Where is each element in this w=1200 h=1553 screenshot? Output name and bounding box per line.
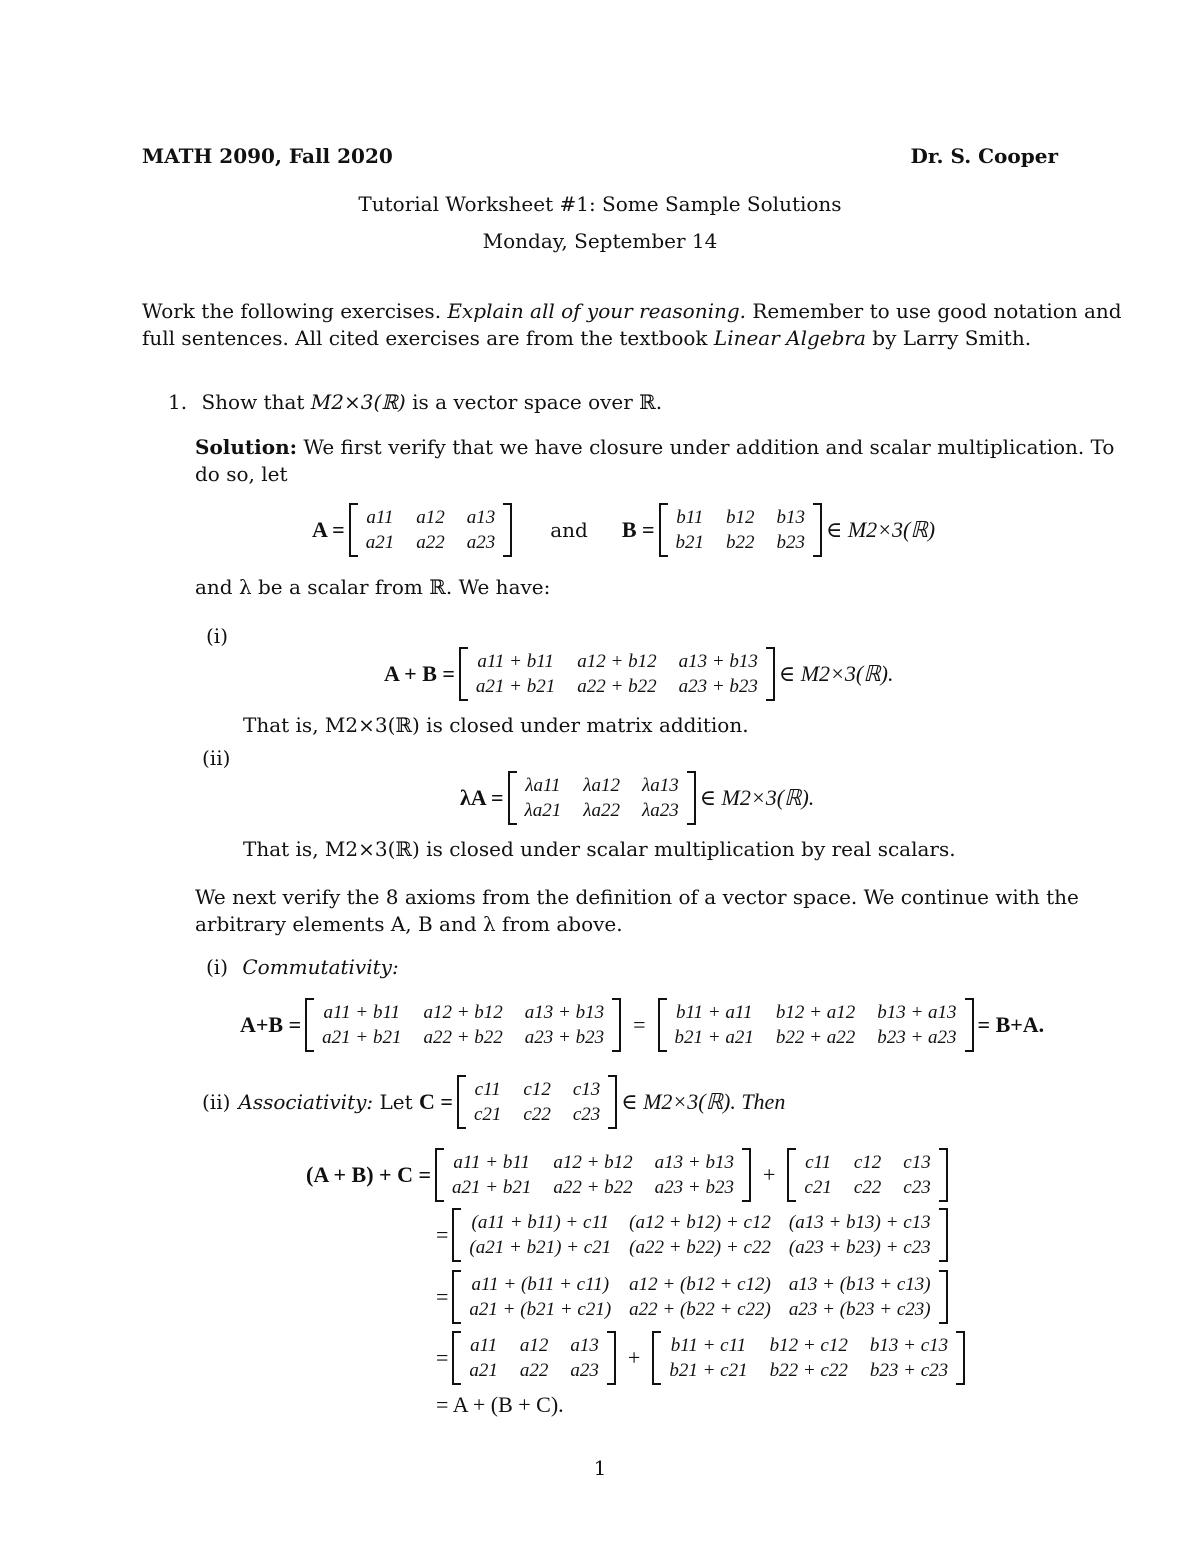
label-BA-comm: = B+A.: [977, 1012, 1045, 1037]
cell: c11: [474, 1079, 501, 1100]
label-AB-comm: A+B =: [240, 1012, 302, 1037]
matrix-B: [659, 503, 823, 557]
cell: c23: [903, 1177, 931, 1198]
cell: a11: [366, 507, 394, 528]
label-A-eq: A =: [312, 517, 345, 542]
cell: c23: [572, 1104, 601, 1125]
matrix-A-plus-B: [459, 647, 775, 701]
cell: a22 + b22: [423, 1027, 503, 1048]
course-title: MATH 2090, Fall 2020: [142, 144, 393, 168]
intro-text-2-rest: by Larry Smith.: [865, 326, 1032, 350]
assoc-line-2: [436, 1208, 952, 1262]
matrix-cells: [468, 647, 766, 701]
cell: c22: [523, 1104, 551, 1125]
cell: c21: [473, 1104, 502, 1125]
closure-i-text: That is, M2×3(ℝ) is closed under matrix addition.: [243, 713, 749, 737]
intro-text: Work the following exercises.: [142, 299, 448, 323]
let-word: Let: [373, 1090, 420, 1114]
cell: a21 + b21: [452, 1177, 532, 1198]
worksheet-date: Monday, September 14: [482, 229, 718, 253]
problem-text-rest: is a vector space over ℝ.: [405, 390, 663, 414]
intro-text-rest: Remember to use good notation and: [746, 299, 1122, 323]
cell: c12: [853, 1152, 882, 1173]
solution-line-2: do so, let: [195, 462, 288, 486]
cell: c11: [805, 1152, 832, 1173]
cell: b22 + c22: [769, 1360, 848, 1381]
cell: c21: [804, 1177, 832, 1198]
cell: a22 + b22: [553, 1177, 633, 1198]
membership-then: ∈ M2×3(ℝ). Then: [621, 1089, 786, 1114]
textbook-title: Linear Algebra: [713, 326, 866, 350]
cell: a21 + (b21 + c21): [469, 1299, 612, 1320]
cell: a22 + (b22 + c22): [629, 1299, 771, 1320]
cell: (a12 + b12) + c12: [629, 1212, 771, 1233]
cell: (a11 + b11) + c11: [471, 1212, 610, 1233]
cell: c13: [903, 1152, 931, 1173]
lambda-line: and λ be a scalar from ℝ. We have:: [195, 575, 551, 599]
cell: b11 + c11: [670, 1335, 747, 1356]
cell: a23 + (b23 + c23): [788, 1299, 931, 1320]
matrix-ApBC: [452, 1270, 947, 1324]
matrix-cells: [314, 998, 612, 1052]
cell: b21 + a21: [674, 1027, 754, 1048]
intro-emphasis: Explain all of your reasoning.: [447, 299, 747, 323]
cell: a12 + b12: [423, 1002, 503, 1023]
axiom-number: (i): [206, 955, 229, 979]
matrix-B-cells: [668, 503, 814, 557]
cell: a21: [469, 1360, 498, 1381]
closure-addition: [384, 647, 893, 701]
cell: a23: [466, 532, 496, 553]
assoc-final: [436, 1392, 564, 1418]
axiom-name: Associativity:: [238, 1090, 374, 1114]
cell: (a21 + b21) + c21: [469, 1237, 612, 1258]
cell: a23 + b23: [678, 676, 758, 697]
page-number: 1: [593, 1456, 607, 1480]
solution-label: Solution:: [195, 435, 298, 459]
cell: a23 + b23: [524, 1027, 605, 1048]
cell: a23: [570, 1360, 599, 1381]
cell: b22 + a22: [775, 1027, 856, 1048]
label-lambdaA-eq: λA =: [460, 785, 504, 810]
matrix-cells: [466, 1075, 608, 1129]
associativity-heading: [202, 1075, 785, 1129]
matrix-cells: [444, 1148, 742, 1202]
cell: b23 + a23: [877, 1027, 957, 1048]
cell: c22: [853, 1177, 882, 1198]
equals-sign: =: [436, 1345, 449, 1370]
label-B-eq: B =: [621, 517, 655, 542]
cell: a22: [416, 532, 445, 553]
axiom-name: Commutativity:: [242, 955, 399, 979]
membership: ∈ M2×3(ℝ): [826, 517, 936, 542]
matrix-A: [452, 1331, 616, 1385]
cell: a21 + b21: [322, 1027, 402, 1048]
cell: a11: [470, 1335, 498, 1356]
cell: a13 + (b13 + c13): [788, 1274, 931, 1295]
intro-text-2: full sentences. All cited exercises are from the textbook: [142, 326, 714, 350]
cell: b23 + c23: [869, 1360, 949, 1381]
cell: λa23: [642, 800, 679, 821]
commutativity-equation: [240, 998, 1044, 1052]
cell: a12: [519, 1335, 549, 1356]
matrix-A-plus-B: [305, 998, 621, 1052]
final-equation: = A + (B + C).: [436, 1392, 564, 1417]
worksheet-title: Tutorial Worksheet #1: Some Sample Solutions: [358, 192, 842, 216]
closure-ii-label: (ii): [202, 746, 231, 770]
matrix-A-cells: [358, 503, 504, 557]
cell: λa11: [525, 775, 561, 796]
matrix-A: [349, 503, 513, 557]
cell: a11 + b11: [477, 651, 554, 672]
axioms-line-2: arbitrary elements A, B and λ from above.: [195, 912, 623, 936]
cell: b23: [776, 532, 806, 553]
closure-ii-text: That is, M2×3(ℝ) is closed under scalar multiplication by real scalars.: [243, 837, 956, 861]
matrix-C: [457, 1075, 617, 1129]
cell: λa22: [583, 800, 620, 821]
cell: (a13 + b13) + c13: [788, 1212, 931, 1233]
matrix-ABpC: [452, 1208, 947, 1262]
assoc-line-3: [436, 1270, 952, 1324]
axioms-line-1: We next verify the 8 axioms from the definition of a vector space. We continue with the: [195, 885, 1079, 909]
cell: c13: [572, 1079, 601, 1100]
cell: b22: [726, 532, 755, 553]
cell: a13 + b13: [654, 1152, 734, 1173]
matrix-A-plus-B: [435, 1148, 751, 1202]
cell: a11 + b11: [453, 1152, 530, 1173]
membership: ∈ M2×3(ℝ).: [699, 785, 815, 810]
cell: a11 + b11: [323, 1002, 401, 1023]
closure-scalar: [460, 771, 814, 825]
cell: b12: [726, 507, 755, 528]
cell: b13: [776, 507, 806, 528]
cell: a12 + (b12 + c12): [629, 1274, 771, 1295]
plus-sign: +: [627, 1345, 641, 1370]
matrix-cells: [517, 771, 687, 825]
cell: a12: [416, 507, 445, 528]
cell: λa13: [642, 775, 679, 796]
cell: a21 + b21: [475, 676, 556, 697]
plus-sign: +: [762, 1162, 776, 1187]
intro-line-1: [142, 297, 1122, 325]
cell: b13 + a13: [877, 1002, 957, 1023]
cell: (a22 + b22) + c22: [629, 1237, 771, 1258]
definition-A-B: [312, 503, 935, 557]
assoc-line-4: [436, 1331, 969, 1385]
cell: b21 + c21: [669, 1360, 748, 1381]
cell: a13 + b13: [678, 651, 758, 672]
cell: b13 + c13: [869, 1335, 949, 1356]
matrix-C: [787, 1148, 947, 1202]
cell: a23 + b23: [654, 1177, 734, 1198]
cell: λa21: [524, 800, 562, 821]
cell: a13 + b13: [524, 1002, 605, 1023]
membership: ∈ M2×3(ℝ).: [778, 661, 894, 686]
and-word: and: [550, 518, 588, 542]
matrix-lambda-A: [508, 771, 696, 825]
matrix-cells: [461, 1331, 607, 1385]
matrix-cells: [667, 998, 965, 1052]
matrix-B-plus-A: [658, 998, 974, 1052]
equals-sign: =: [436, 1222, 449, 1247]
closure-i-label: (i): [206, 624, 229, 648]
cell: c12: [523, 1079, 551, 1100]
matrix-cells: [661, 1331, 956, 1385]
label-AplusB-eq: A + B =: [384, 661, 455, 686]
equals-sign: =: [436, 1284, 449, 1309]
solution-line-1: [195, 433, 1114, 461]
cell: a21: [365, 532, 395, 553]
cell: a13: [570, 1335, 599, 1356]
axiom-number: (ii): [202, 1090, 231, 1114]
intro-line-2: [142, 324, 1031, 352]
cell: b21: [675, 532, 705, 553]
cell: b12 + c12: [769, 1335, 848, 1356]
label-C-eq: C =: [419, 1089, 453, 1114]
equals-sign: =: [633, 1012, 646, 1037]
cell: a12 + b12: [553, 1152, 633, 1173]
matrix-cells: [461, 1208, 938, 1262]
cell: a22: [519, 1360, 549, 1381]
cell: a22 + b22: [577, 676, 657, 697]
cell: a11 + (b11 + c11): [471, 1274, 610, 1295]
cell: λa12: [583, 775, 620, 796]
assoc-line-1: [306, 1148, 952, 1202]
cell: (a23 + b23) + c23: [788, 1237, 931, 1258]
cell: b12 + a12: [775, 1002, 856, 1023]
matrix-B-plus-C: [652, 1331, 965, 1385]
commutativity-heading: [206, 955, 399, 979]
problem-text: Show that: [201, 390, 311, 414]
instructor-name: Dr. S. Cooper: [910, 144, 1058, 168]
solution-text: We first verify that we have closure under addition and scalar multiplication. To: [297, 435, 1115, 459]
cell: a12 + b12: [577, 651, 657, 672]
problem-statement: [168, 388, 662, 416]
cell: a13: [466, 507, 496, 528]
cell: b11: [676, 507, 704, 528]
cell: b11 + a11: [675, 1002, 753, 1023]
matrix-cells: [461, 1270, 938, 1324]
matrix-space: M2×3(ℝ): [310, 390, 406, 414]
matrix-cells: [796, 1148, 938, 1202]
label-ABC-eq: (A + B) + C =: [306, 1162, 431, 1187]
problem-number: 1.: [168, 390, 188, 414]
